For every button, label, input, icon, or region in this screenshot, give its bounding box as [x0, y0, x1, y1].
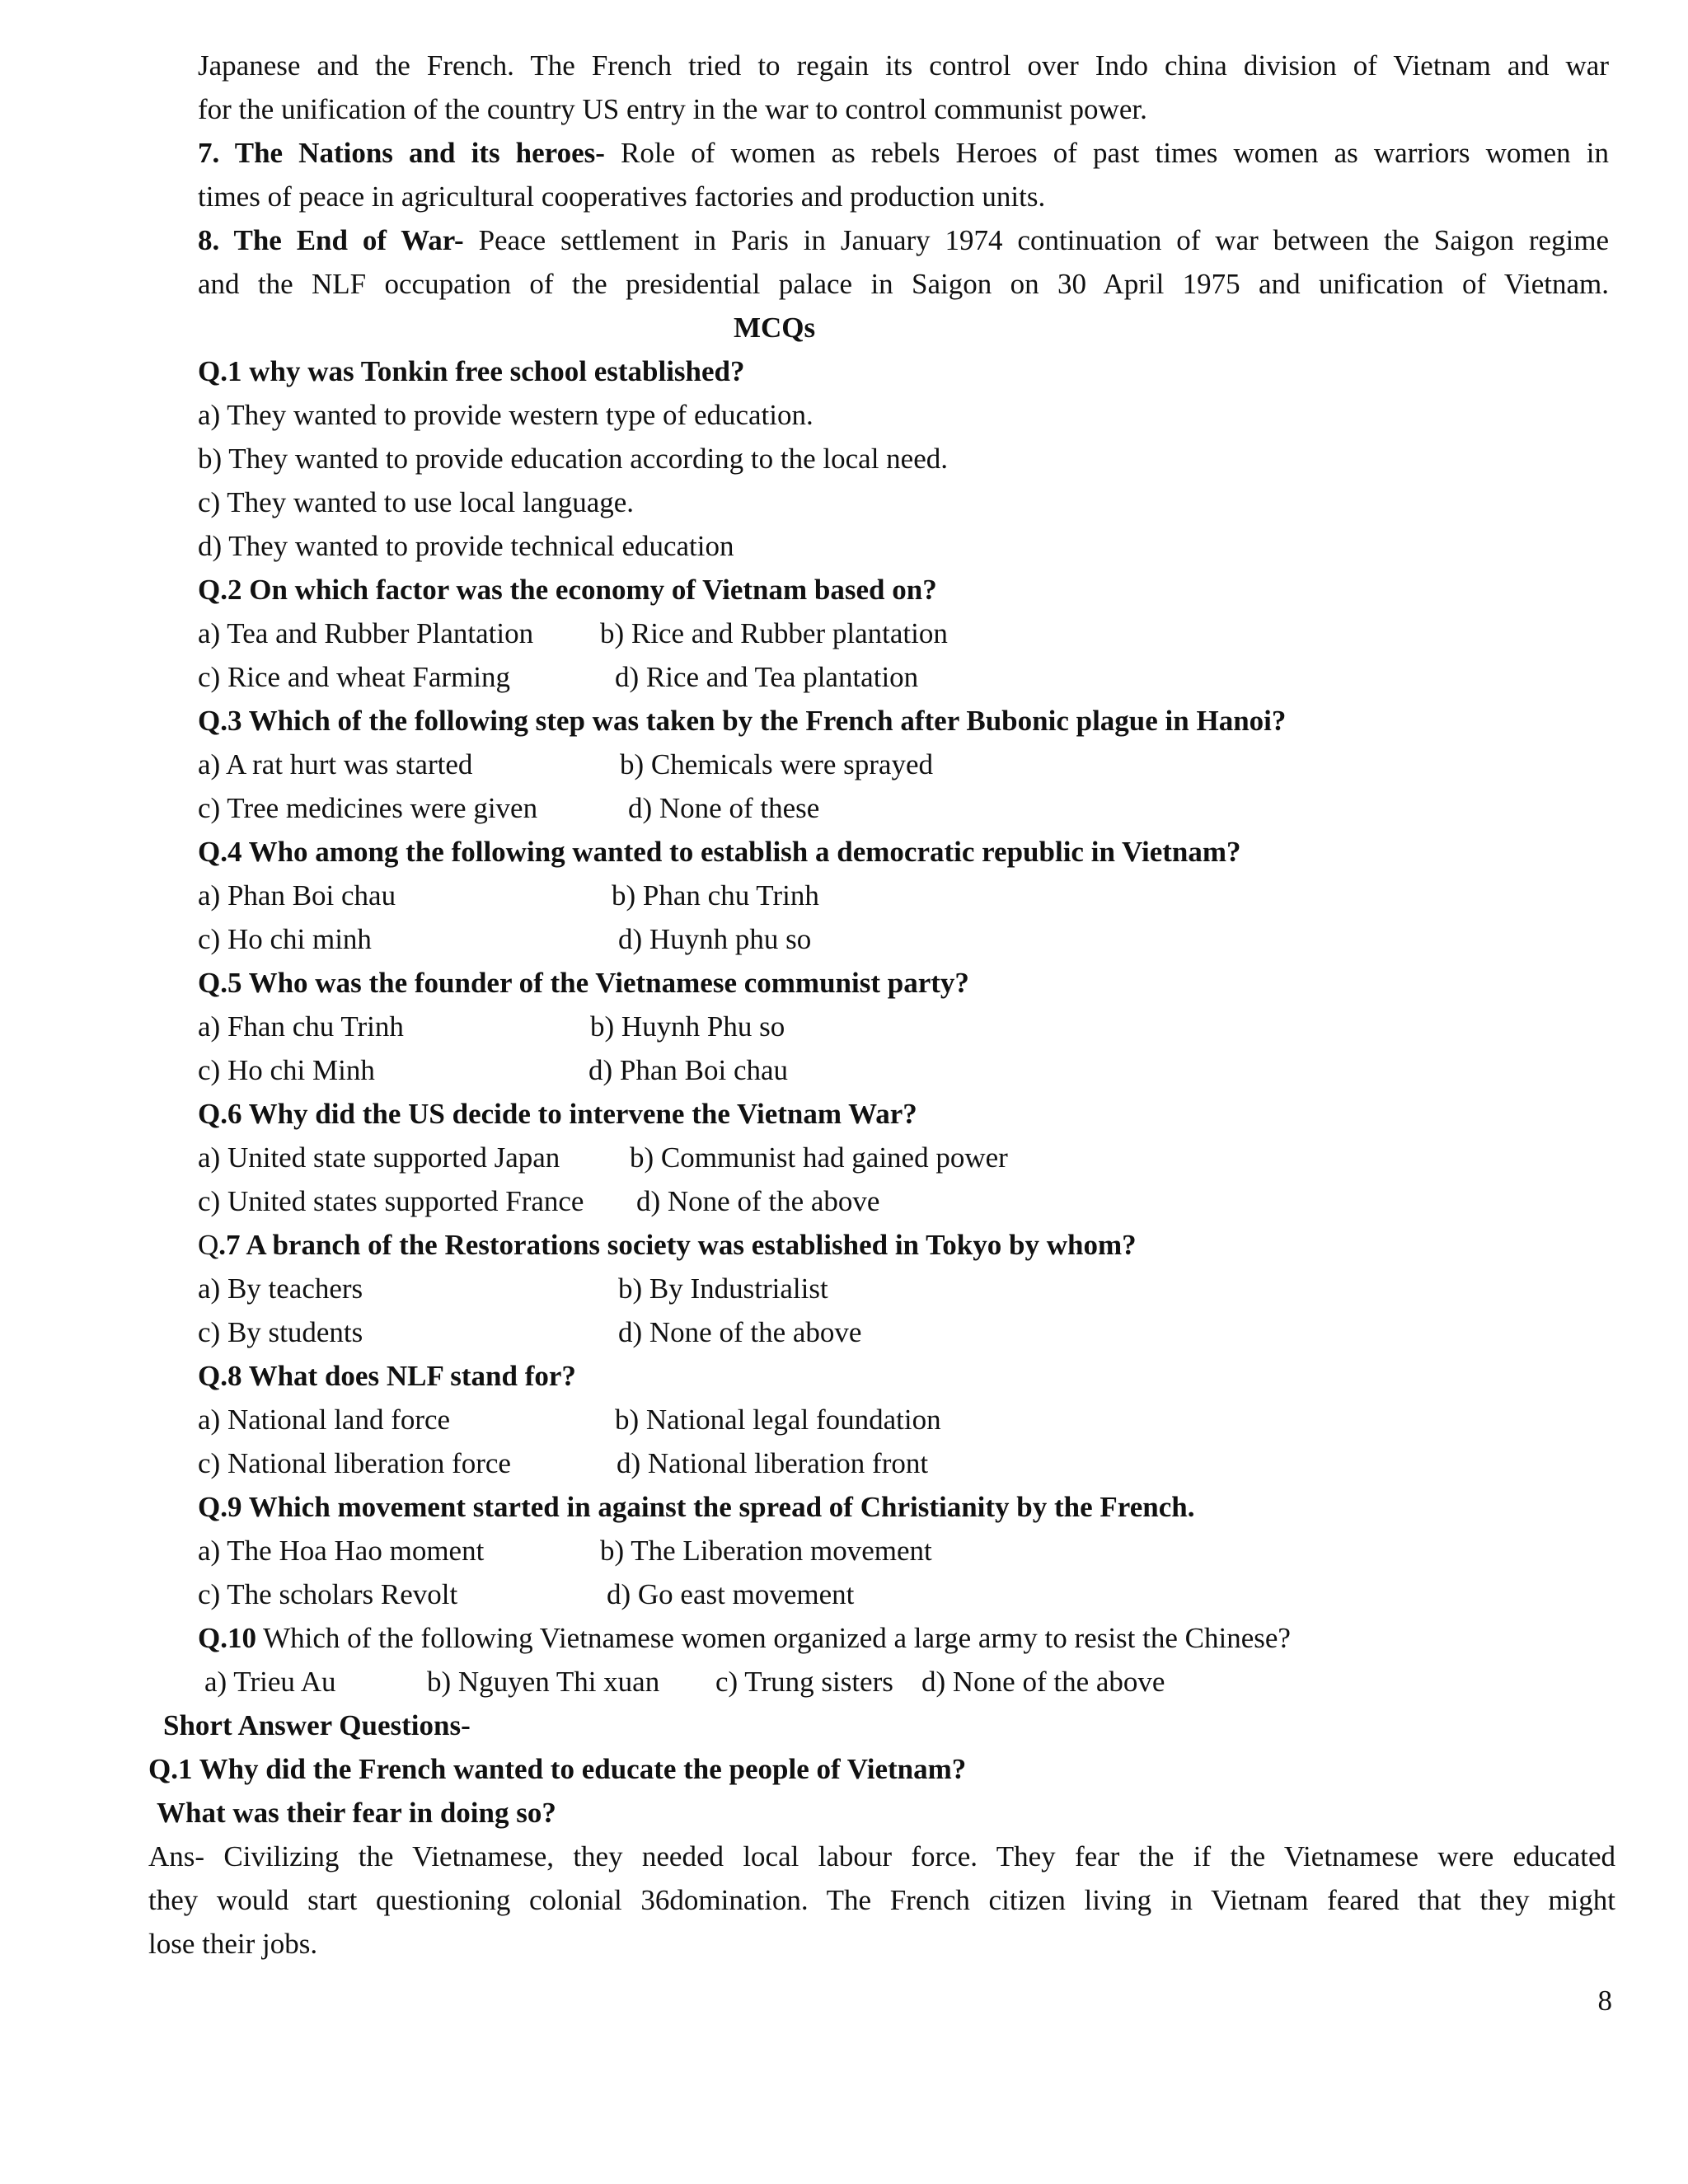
mcq-6-question: Q.6 Why did the US decide to intervene the Vietnam War? [198, 1098, 917, 1130]
mcq-5-option-b: b) Huynh Phu so [590, 1010, 785, 1043]
mcq-7-question: .7 A branch of the Restorations society was established in Tokyo by whom? [218, 1229, 1137, 1261]
mcq-3-option-b: b) Chemicals were sprayed [620, 748, 933, 780]
mcq-1-option-c: c) They wanted to use local language. [198, 486, 635, 518]
mcq-9-option-c: c) The scholars Revolt [198, 1578, 458, 1610]
short-q1-answer-line-3: lose their jobs. [148, 1928, 318, 1960]
mcq-9-option-b: b) The Liberation movement [600, 1535, 932, 1567]
mcq-heading: MCQs [734, 312, 816, 344]
mcq-2-option-b: b) Rice and Rubber plantation [600, 617, 948, 649]
mcq-4-option-d: d) Huynh phu so [618, 923, 812, 955]
mcq-9-question: Q.9 Which movement started in against the spread of Christianity by the French. [198, 1491, 1195, 1523]
mcq-7-option-d: d) None of the above [618, 1316, 862, 1348]
mcq-1-option-b: b) They wanted to provide education according to the local need. [198, 443, 948, 475]
mcq-8-option-c: c) National liberation force [198, 1447, 511, 1479]
mcq-5-option-c: c) Ho chi Minh [198, 1054, 375, 1086]
mcq-3-question: Q.3 Which of the following step was taken by the French after Bubonic plague in Hanoi? [198, 705, 1287, 737]
mcq-4-option-b: b) Phan chu Trinh [612, 879, 819, 912]
mcq-3-option-d: d) None of these [628, 792, 820, 824]
short-answer-heading: Short Answer Questions- [163, 1709, 471, 1741]
topic-7-line-1 [198, 137, 1609, 170]
mcq-8-option-b: b) National legal foundation [615, 1404, 941, 1436]
short-q1-line-2: What was their fear in doing so? [157, 1797, 556, 1829]
intro-line-2: for the unification of the country US entry in the war to control communist power. [198, 93, 1147, 125]
mcq-6-option-d: d) None of the above [636, 1185, 880, 1217]
mcq-6-option-b: b) Communist had gained power [630, 1141, 1008, 1174]
mcq-10-option-a: a) Trieu Au [204, 1666, 336, 1698]
mcq-2-question: Q.2 On which factor was the economy of Vietnam based on? [198, 574, 937, 606]
short-q1-answer-line-1: Ans- Civilizing the Vietnamese, they needed local labour force. They fear the if the Vietnamese were educated [148, 1840, 1615, 1872]
short-q1-line-1: Q.1 Why did the French wanted to educate the people of Vietnam? [148, 1753, 967, 1785]
mcq-2-option-c: c) Rice and wheat Farming [198, 661, 511, 693]
mcq-8-question: Q.8 What does NLF stand for? [198, 1360, 576, 1392]
mcq-10-question-number: Q.10 [198, 1622, 256, 1654]
topic-7-line-2: times of peace in agricultural cooperatives factories and production units. [198, 180, 1046, 213]
mcq-9-option-a: a) The Hoa Hao moment [198, 1535, 485, 1567]
mcq-1-option-a: a) They wanted to provide western type of education. [198, 399, 814, 431]
page-number: 8 [1597, 1985, 1612, 2017]
mcq-10-option-c: c) Trung sisters [715, 1666, 893, 1698]
topic-7-title: 7. The Nations and its heroes- [198, 137, 605, 169]
mcq-10-option-b: b) Nguyen Thi xuan [427, 1666, 660, 1698]
mcq-6-option-c: c) United states supported France [198, 1185, 584, 1217]
mcq-2-option-d: d) Rice and Tea plantation [615, 661, 919, 693]
mcq-6-option-a: a) United state supported Japan [198, 1141, 560, 1174]
mcq-4-option-c: c) Ho chi minh [198, 923, 372, 955]
mcq-5-question: Q.5 Who was the founder of the Vietnamese communist party? [198, 967, 969, 999]
mcq-5-option-a: a) Fhan chu Trinh [198, 1010, 404, 1043]
mcq-10-question-line [198, 1622, 1609, 1655]
mcq-10-question: Which of the following Vietnamese women organized a large army to resist the Chinese? [256, 1622, 1291, 1654]
mcq-9-option-d: d) Go east movement [607, 1578, 855, 1610]
topic-8-title: 8. The End of War- [198, 224, 464, 256]
intro-line-1: Japanese and the French. The French tried to regain its control over Indo china division of Vietnam and war [198, 49, 1609, 82]
mcq-10-option-d: d) None of the above [921, 1666, 1165, 1698]
mcq-7-option-a: a) By teachers [198, 1272, 363, 1305]
mcq-7-option-b: b) By Industrialist [618, 1272, 828, 1305]
short-q1-answer-line-2: they would start questioning colonial 36domination. The French citizen living in Vietnam feared that they might [148, 1884, 1615, 1916]
mcq-8-option-a: a) National land force [198, 1404, 451, 1436]
topic-8-line-1 [198, 224, 1609, 257]
mcq-8-option-d: d) National liberation front [617, 1447, 929, 1479]
mcq-7-option-c: c) By students [198, 1316, 363, 1348]
topic-8-line-2: and the NLF occupation of the presidential palace in Saigon on 30 April 1975 and unification of Vietnam. [198, 268, 1609, 300]
mcq-4-question: Q.4 Who among the following wanted to establish a democratic republic in Vietnam? [198, 836, 1241, 868]
mcq-2-option-a: a) Tea and Rubber Plantation [198, 617, 534, 649]
topic-7-text: Role of women as rebels Heroes of past times women as warriors women in [604, 137, 1609, 169]
mcq-3-option-c: c) Tree medicines were given [198, 792, 538, 824]
mcq-7-question-prefix: Q [198, 1229, 219, 1261]
mcq-7-question-line [198, 1229, 1609, 1262]
topic-8-text: Peace settlement in Paris in January 1974 continuation of war between the Saigon regime [463, 224, 1609, 256]
mcq-1-question: Q.1 why was Tonkin free school established? [198, 355, 745, 387]
mcq-5-option-d: d) Phan Boi chau [588, 1054, 789, 1086]
mcq-1-option-d: d) They wanted to provide technical education [198, 530, 734, 562]
mcq-4-option-a: a) Phan Boi chau [198, 879, 396, 912]
mcq-3-option-a: a) A rat hurt was started [198, 748, 473, 780]
